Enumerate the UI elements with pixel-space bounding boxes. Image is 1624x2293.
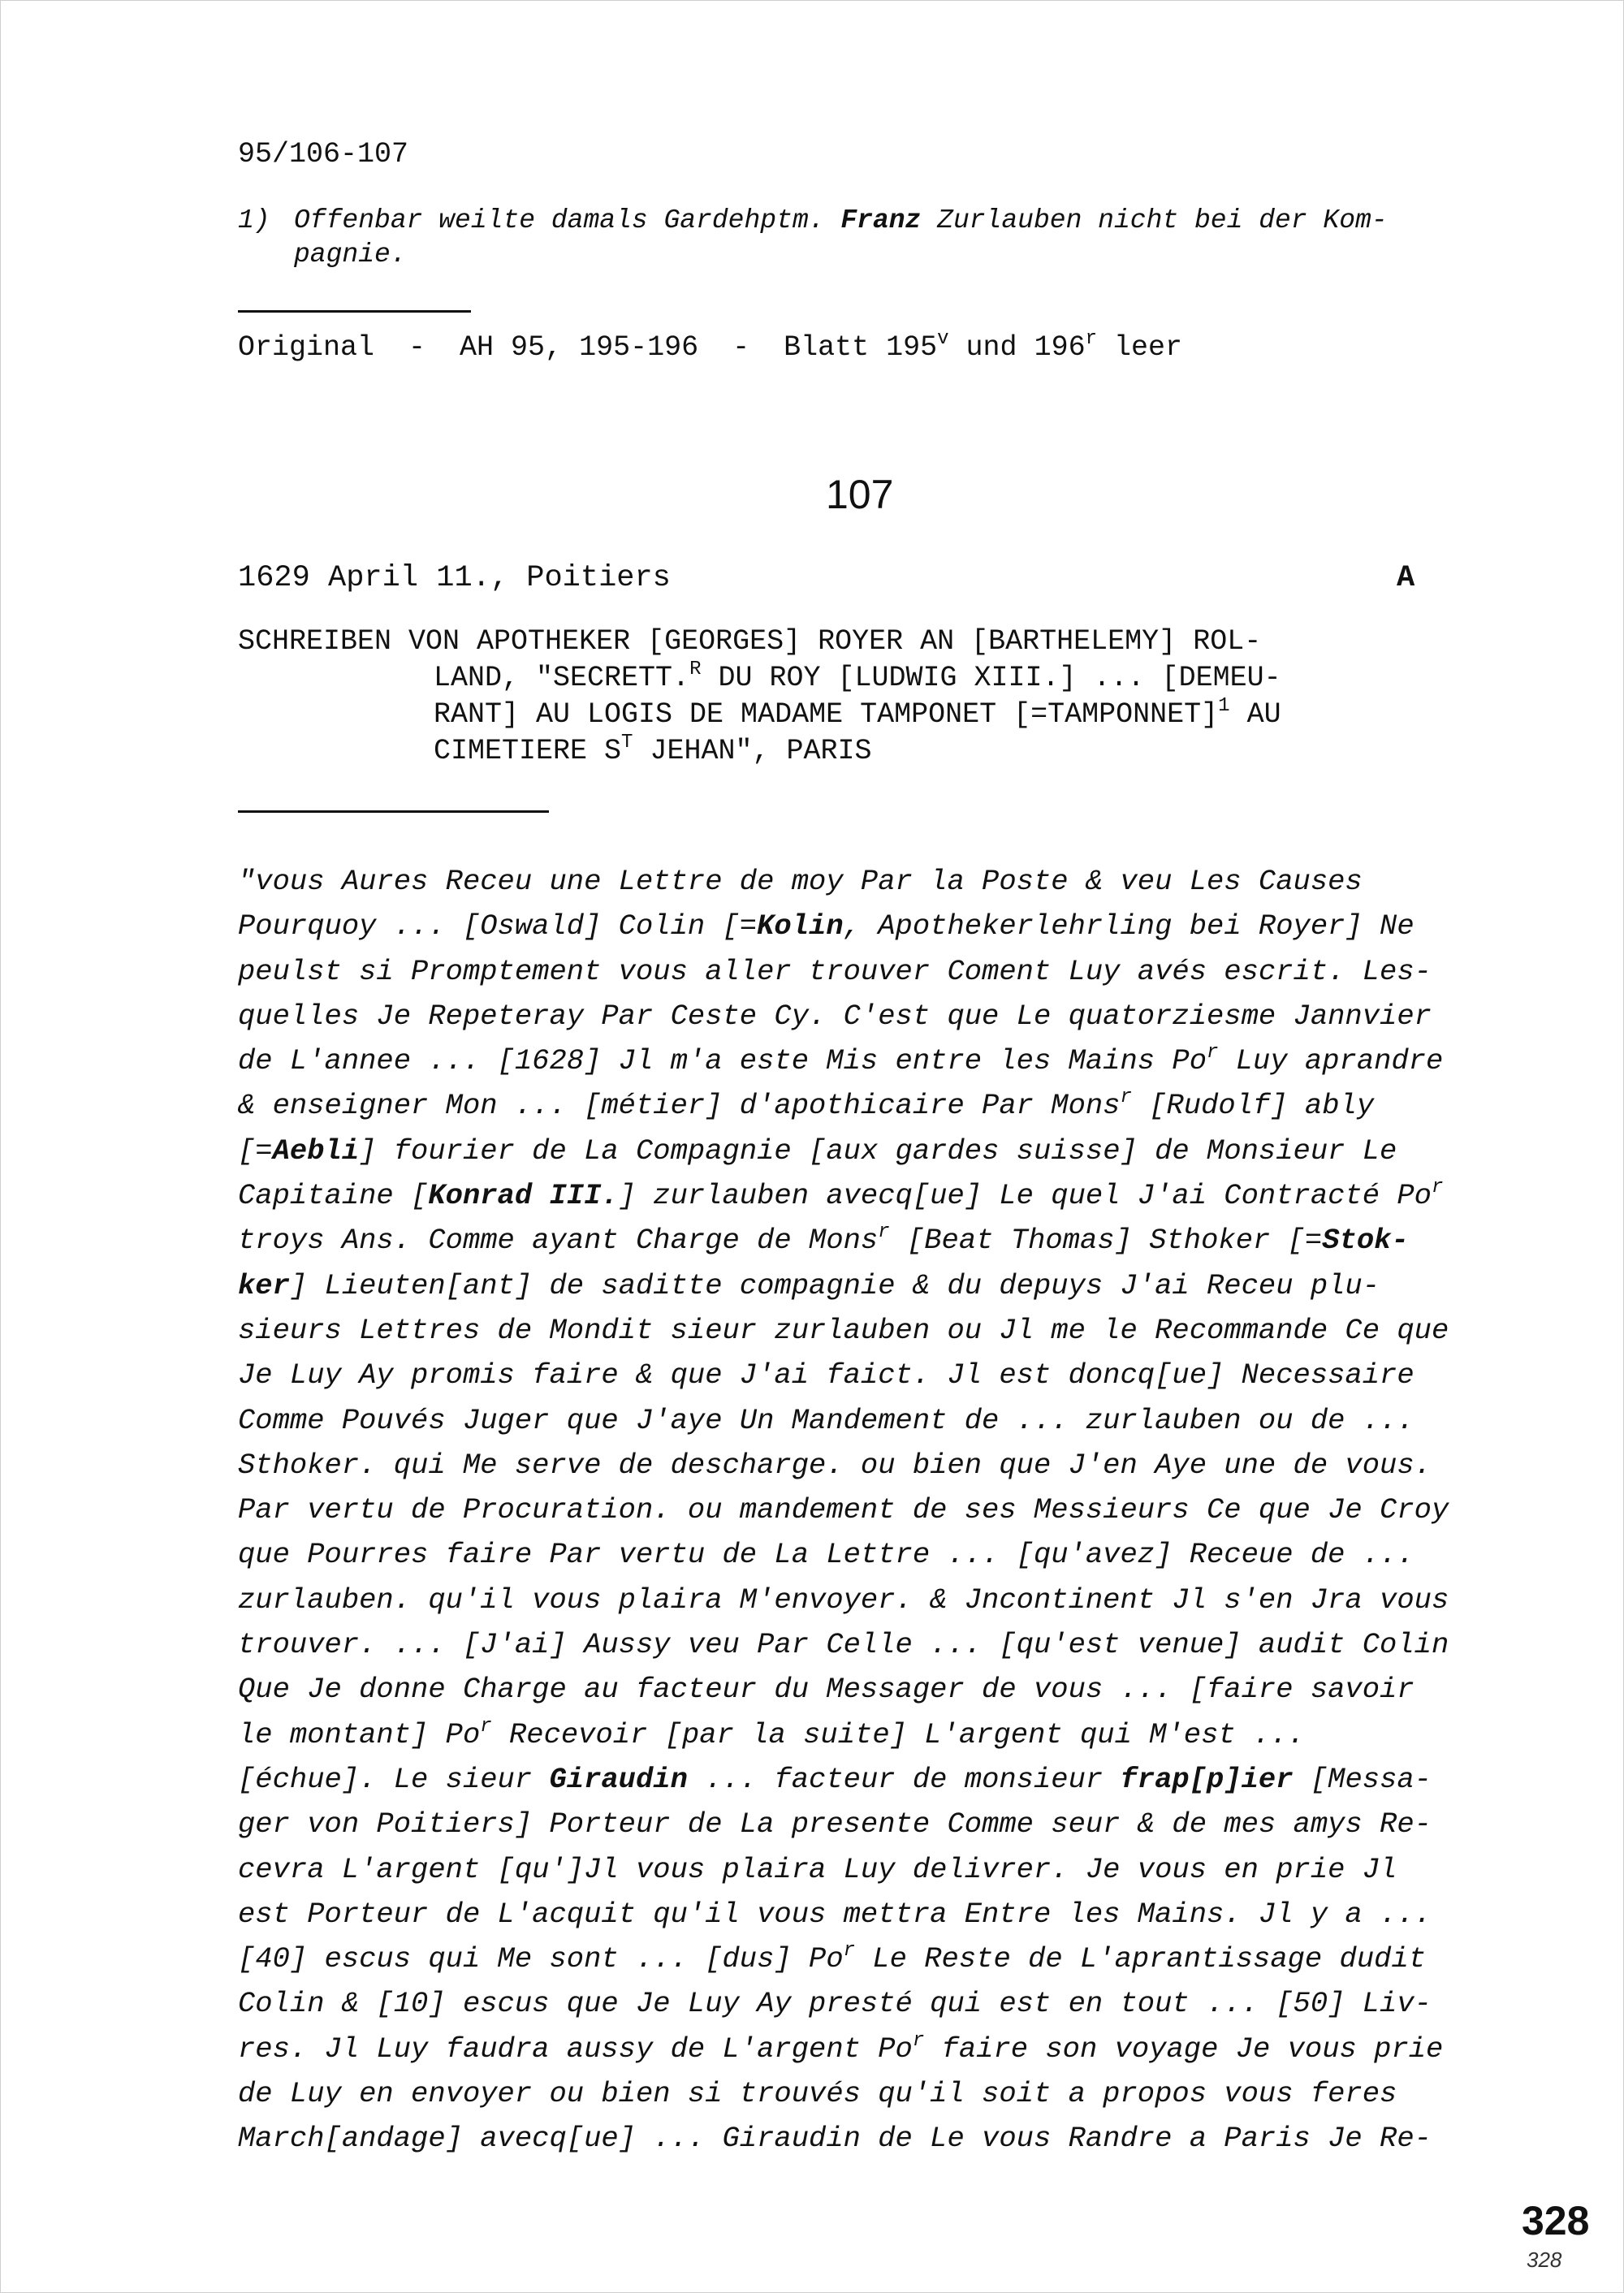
body-line: ger von Poitiers] Porteur de La presente Comme seur & de mes amys Re- [238, 1807, 1432, 1842]
body-line: [40] escus qui Me sont ... [dus] Po$^r$ Le Reste de L'aprantissage dudit [238, 1940, 1427, 1976]
body-line: Comme Pouvés Juger que J'aye Un Mandement de ... zurlauben ou de ... [238, 1403, 1415, 1437]
body-line: quelles Je Repeteray Par Ceste Cy. C'est que Le quatorziesme Jannvier [238, 999, 1432, 1033]
body-line: peulst si Promptement vous aller trouver Coment Luy avés escrit. Les- [238, 954, 1432, 988]
date-place: 1629 April 11., Poitiers [238, 561, 671, 595]
body-line: [échue]. Le sieur Giraudin ... facteur de monsieur frap[p]ier [Messa- [238, 1762, 1432, 1796]
title-line-4: CIMETIERE $S^T$ JEHAN", PARIS [434, 732, 872, 767]
body-line: de Luy en envoyer ou bien si trouvés qu'il soit a propos vous feres [238, 2077, 1397, 2111]
body-line: Que Je donne Charge au facteur du Messager de vous ... [faire savoir [238, 1673, 1415, 1707]
body-line: le montant] Po$^r$ Recevoir [par la suite] L'argent qui M'est ... [238, 1715, 1305, 1751]
divider-rule [238, 310, 471, 313]
title-line-2: LAND, "SECRETT.$^R$ DU ROY [LUDWIG XIII.] ... [DEMEU- [434, 659, 1281, 694]
body-line: Je Luy Ay promis faire & que J'ai faict. Jl est doncq[ue] Necessaire [238, 1358, 1415, 1393]
body-line: res. Jl Luy faudra aussy de L'argent Po$^r$ faire son voyage Je vous prie [238, 2029, 1444, 2066]
body-line: Par vertu de Procuration. ou mandement de ses Messieurs Ce que Je Croy [238, 1493, 1449, 1527]
body-line: troys Ans. Comme ayant Charge de Mons$^r$ [Beat Thomas] Sthoker [=Stok- [238, 1221, 1409, 1258]
page-number-stamp [1520, 2189, 1590, 2278]
original-source-line: Original - AH 95, 195-196 - Blatt 195$^v$ und 196$^r$ leer [238, 328, 1183, 364]
body-line: cevra L'argent [qu']Jl vous plaira Luy delivrer. Je vous en prie Jl [238, 1852, 1397, 1886]
footnote-number: 1) [238, 205, 270, 235]
body-line: Colin & [10] escus que Je Luy Ay presté qui est en tout ... [50] Liv- [238, 1987, 1432, 2021]
body-line: trouver. ... [J'ai] Aussy veu Par Celle ... [qu'est venue] audit Colin [238, 1628, 1449, 1662]
page-stamp-number: 328 [1522, 2198, 1590, 2243]
footnote-line-1: Offenbar weilte damals Gardehptm. Franz Zurlauben nicht bei der Kom- [294, 205, 1388, 235]
body-line: Pourquoy ... [Oswald] Colin [=Kolin, Apothekerlehrling bei Royer] Ne [238, 909, 1415, 944]
body-line: est Porteur de L'acquit qu'il vous mettra Entre les Mains. Jl y a ... [238, 1897, 1432, 1931]
divider-rule [238, 810, 549, 813]
page-stamp-sub: 328 [1527, 2248, 1562, 2272]
body-line: de L'annee ... [1628] Jl m'a este Mis entre les Mains Po$^r$ Luy aprandre [238, 1042, 1444, 1078]
letter-body [238, 859, 1476, 2161]
body-line: zurlauben. qu'il vous plaira M'envoyer. & Jncontinent Jl s'en Jra vous [238, 1583, 1449, 1617]
title-line-3: RANT] AU LOGIS DE MADAME TAMPONET [=TAMPONNET]$^1$ AU [434, 695, 1281, 731]
body-line: sieurs Lettres de Mondit sieur zurlauben ou Jl me le Recommande Ce que [238, 1313, 1449, 1347]
reference-number: 95/106-107 [238, 138, 409, 171]
body-line: Capitaine [Konrad III.] zurlauben avecq[ue] Le quel J'ai Contracté Po$^r$ [238, 1177, 1444, 1213]
body-line: que Pourres faire Par vertu de La Lettre ... [qu'avez] Receue de ... [238, 1538, 1415, 1572]
body-line: "vous Aures Receu une Lettre de moy Par la Poste & veu Les Causes [238, 865, 1363, 898]
body-line: ker] Lieuten[ant] de saditte compagnie & du depuys J'ai Receu plu- [238, 1268, 1380, 1302]
footnote-line-2: pagnie. [294, 240, 407, 270]
body-line: March[andage] avecq[ue] ... Giraudin de Le vous Randre a Paris Je Re- [238, 2122, 1432, 2156]
series-letter: A [1397, 561, 1415, 595]
body-line: & enseigner Mon ... [métier] d'apothicaire Par Mons$^r$ [Rudolf] ably [238, 1086, 1375, 1123]
body-line: Sthoker. qui Me serve de descharge. ou bien que J'en Aye une de vous. [238, 1448, 1432, 1482]
title-line-1: SCHREIBEN VON APOTHEKER [GEORGES] ROYER AN [BARTHELEMY] ROL- [238, 625, 1262, 658]
body-line: [=Aebli] fourier de La Compagnie [aux gardes suisse] de Monsieur Le [238, 1134, 1397, 1168]
document-number: 107 [826, 472, 894, 517]
